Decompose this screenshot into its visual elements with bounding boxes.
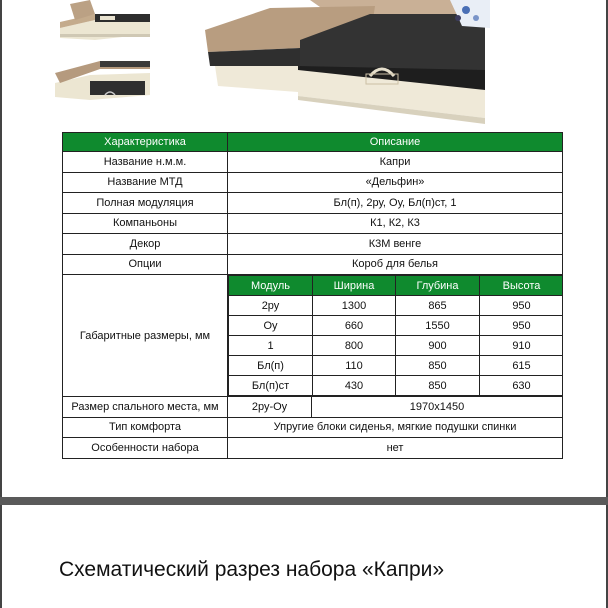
row-label: Название МТД [63,172,228,193]
page-border-left-lower [0,505,2,608]
dimensions-label: Габаритные размеры, мм [63,275,228,397]
dimensions-cell [228,275,563,397]
sleeping-value: 1970х1450 [312,397,563,418]
dimensions-row-item [229,356,563,376]
sleeping-row [63,397,563,418]
dimensions-row [63,275,563,397]
row-value: К3М венге [228,234,563,255]
dim-cell: Бл(п)ст [229,376,313,396]
dim-cell: 630 [480,376,563,396]
dim-cell: 950 [480,316,563,336]
sleeping-module: 2ру-Оу [228,397,312,418]
sofa-photo-open-top [55,0,155,50]
table-row [63,152,563,173]
row-value: «Дельфин» [228,172,563,193]
row-value: Капри [228,152,563,173]
header-characteristic: Характеристика [63,133,228,152]
section-title: Схематический разрез набора «Капри» [59,558,445,581]
dim-col-height: Высота [480,276,563,296]
dimensions-table [228,275,563,396]
dim-cell: 2ру [229,296,313,316]
dimensions-row-item [229,376,563,396]
dim-cell: 865 [396,296,480,316]
dim-col-module: Модуль [229,276,313,296]
comfort-row [63,417,563,438]
dim-cell: 900 [396,336,480,356]
dimensions-header-row [229,276,563,296]
row-label: Компаньоны [63,213,228,234]
features-label: Особенности набора [63,438,228,459]
row-value: Короб для белья [228,254,563,275]
dim-cell: 430 [313,376,396,396]
dim-col-depth: Глубина [396,276,480,296]
row-value: Бл(п), 2ру, Оу, Бл(п)ст, 1 [228,193,563,214]
dimensions-row-item [229,296,563,316]
row-label: Опции [63,254,228,275]
table-row [63,193,563,214]
table-header-row [63,133,563,152]
row-label: Полная модуляция [63,193,228,214]
row-label: Название н.м.м. [63,152,228,173]
dim-cell: 110 [313,356,396,376]
dim-cell: Оу [229,316,313,336]
specification-table [62,132,563,459]
dim-cell: Бл(п) [229,356,313,376]
sofa-photo-storage [55,55,155,110]
comfort-label: Тип комфорта [63,417,228,438]
dimensions-row-item [229,316,563,336]
row-value: К1, К2, К3 [228,213,563,234]
sleeping-label: Размер спального места, мм [63,397,228,418]
dim-cell: 1 [229,336,313,356]
header-description: Описание [228,133,563,152]
dim-cell: 850 [396,356,480,376]
comfort-value: Упругие блоки сиденья, мягкие подушки спинки [228,417,563,438]
features-row [63,438,563,459]
dim-cell: 1550 [396,316,480,336]
features-value: нет [228,438,563,459]
dim-cell: 1300 [313,296,396,316]
dim-cell: 800 [313,336,396,356]
dim-cell: 615 [480,356,563,376]
dim-cell: 950 [480,296,563,316]
dim-col-width: Ширина [313,276,396,296]
page-border-left [0,0,2,497]
table-row [63,254,563,275]
dim-cell: 850 [396,376,480,396]
dimensions-row-item [229,336,563,356]
dim-cell: 660 [313,316,396,336]
sofa-photo-main [200,0,490,128]
row-label: Декор [63,234,228,255]
page-separator [0,497,608,505]
table-row [63,213,563,234]
dim-cell: 910 [480,336,563,356]
table-row [63,234,563,255]
table-row [63,172,563,193]
